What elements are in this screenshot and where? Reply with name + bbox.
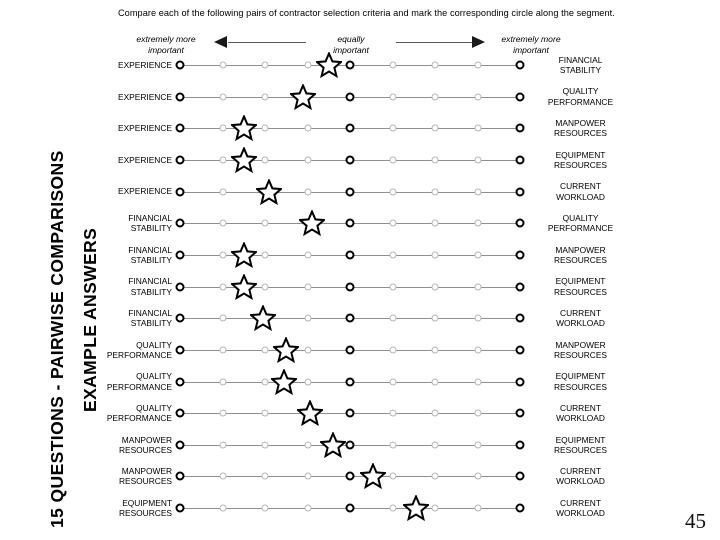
- row-label-right-line1: CURRENT: [560, 497, 601, 508]
- scale-node[interactable]: [219, 125, 226, 132]
- scale-node[interactable]: [389, 156, 396, 163]
- row-label-right: [528, 403, 633, 423]
- scale-node[interactable]: [516, 472, 525, 481]
- scale-node[interactable]: [474, 410, 481, 417]
- scale-node[interactable]: [219, 251, 226, 258]
- scale-node[interactable]: [176, 155, 185, 164]
- row-label-left-line1: MANPOWER: [121, 434, 172, 445]
- scale-node[interactable]: [346, 345, 355, 354]
- comparison-row: [0, 208, 720, 238]
- row-label-left-line1: FINANCIAL: [128, 307, 172, 318]
- scale-node[interactable]: [389, 125, 396, 132]
- comparison-row: [0, 82, 720, 112]
- scale-node[interactable]: [304, 315, 311, 322]
- scale-node[interactable]: [219, 505, 226, 512]
- scale-node[interactable]: [262, 251, 269, 258]
- row-label-right: [528, 466, 633, 486]
- scale-node[interactable]: [176, 472, 185, 481]
- scale-node[interactable]: [389, 441, 396, 448]
- scale-node[interactable]: [176, 92, 185, 101]
- row-label-right: [528, 86, 633, 106]
- row-label-left: [100, 340, 172, 360]
- row-label-right: [528, 276, 633, 296]
- star-marker-icon[interactable]: [316, 52, 342, 78]
- page-number: 45: [685, 509, 706, 533]
- scale-node[interactable]: [219, 62, 226, 69]
- row-label-left: [100, 123, 172, 133]
- row-label-right: [528, 371, 633, 391]
- scale-node[interactable]: [262, 441, 269, 448]
- row-label-left-line1: EXPERIENCE: [118, 59, 172, 70]
- scale-node[interactable]: [176, 282, 185, 291]
- row-label-right: [528, 435, 633, 455]
- comparison-row: [0, 335, 720, 365]
- scale-node[interactable]: [516, 504, 525, 513]
- row-label-left-line1: MANPOWER: [121, 466, 172, 477]
- row-label-right-line1: QUALITY: [562, 86, 599, 97]
- scale-header-mid-line2: important: [333, 44, 369, 55]
- scale-node[interactable]: [219, 410, 226, 417]
- row-label-right: [528, 118, 633, 138]
- scale-node[interactable]: [474, 315, 481, 322]
- scale-node[interactable]: [346, 61, 355, 70]
- row-label-left: [100, 155, 172, 165]
- star-marker-icon[interactable]: [299, 210, 325, 236]
- scale-node[interactable]: [389, 346, 396, 353]
- scale-node[interactable]: [474, 283, 481, 290]
- scale-node[interactable]: [432, 283, 439, 290]
- scale-node[interactable]: [176, 187, 185, 196]
- scale-node[interactable]: [389, 188, 396, 195]
- scale-node[interactable]: [516, 282, 525, 291]
- scale-node[interactable]: [389, 251, 396, 258]
- scale-node[interactable]: [176, 61, 185, 70]
- scale-node[interactable]: [219, 283, 226, 290]
- star-marker-icon[interactable]: [290, 84, 316, 110]
- star-marker-icon[interactable]: [320, 432, 346, 458]
- scale-node[interactable]: [304, 62, 311, 69]
- row-label-right-line1: CURRENT: [560, 307, 601, 318]
- comparison-row: [0, 493, 720, 523]
- scale-node[interactable]: [304, 125, 311, 132]
- row-label-right-line1: CURRENT: [560, 466, 601, 477]
- row-label-left-line1: QUALITY: [136, 371, 172, 382]
- row-label-left: [100, 435, 172, 455]
- row-label-right-line1: FINANCIAL: [558, 54, 603, 65]
- scale-node[interactable]: [262, 505, 269, 512]
- row-label-left-line1: EXPERIENCE: [118, 123, 172, 134]
- row-label-right-line2: WORKLOAD: [556, 318, 605, 329]
- row-label-left-line2: STABILITY: [130, 286, 172, 297]
- row-label-right: [528, 213, 633, 233]
- row-label-left: [100, 186, 172, 196]
- scale-node[interactable]: [432, 156, 439, 163]
- row-label-right: [528, 308, 633, 328]
- scale-node[interactable]: [176, 219, 185, 228]
- scale-node[interactable]: [474, 473, 481, 480]
- scale-node[interactable]: [304, 188, 311, 195]
- scale-node[interactable]: [304, 473, 311, 480]
- scale-node[interactable]: [346, 92, 355, 101]
- row-label-left-line2: RESOURCES: [118, 444, 172, 455]
- comparison-row: [0, 461, 720, 491]
- scale-node[interactable]: [219, 473, 226, 480]
- row-label-right: [528, 498, 633, 518]
- scale-node[interactable]: [346, 282, 355, 291]
- row-label-right-line1: EQUIPMENT: [555, 434, 606, 445]
- scale-node[interactable]: [389, 62, 396, 69]
- scale-node[interactable]: [346, 250, 355, 259]
- scale-node[interactable]: [516, 409, 525, 418]
- row-label-right-line1: MANPOWER: [555, 244, 606, 255]
- row-label-left-line2: RESOURCES: [118, 508, 172, 519]
- scale-node[interactable]: [304, 505, 311, 512]
- scale-node[interactable]: [432, 251, 439, 258]
- row-label-right-line2: RESOURCES: [553, 286, 608, 297]
- scale-node[interactable]: [389, 283, 396, 290]
- scale-header-left-line2: important: [148, 44, 184, 55]
- star-marker-icon[interactable]: [231, 147, 257, 173]
- scale-node[interactable]: [516, 377, 525, 386]
- row-label-right: [528, 150, 633, 170]
- row-label-right-line1: EQUIPMENT: [555, 276, 606, 287]
- scale-node[interactable]: [219, 315, 226, 322]
- scale-node[interactable]: [262, 410, 269, 417]
- scale-node[interactable]: [176, 409, 185, 418]
- row-label-left: [100, 371, 172, 391]
- side-title-main: 15 QUESTIONS - PAIRWISE COMPARISONS: [47, 150, 67, 528]
- scale-node[interactable]: [176, 377, 185, 386]
- star-marker-icon[interactable]: [403, 495, 429, 521]
- row-label-right: [528, 245, 633, 265]
- scale-node[interactable]: [304, 283, 311, 290]
- scale-header-mid-line1: equally: [337, 34, 365, 44]
- row-label-right-line2: RESOURCES: [553, 444, 608, 455]
- row-label-left: [100, 245, 172, 265]
- scale-node[interactable]: [219, 441, 226, 448]
- scale-node[interactable]: [432, 125, 439, 132]
- comparison-row: [0, 430, 720, 460]
- row-label-right-line2: RESOURCES: [553, 381, 608, 392]
- scale-node[interactable]: [346, 314, 355, 323]
- row-label-left-line2: RESOURCES: [118, 476, 172, 487]
- scale-node[interactable]: [304, 156, 311, 163]
- scale-node[interactable]: [432, 315, 439, 322]
- scale-node[interactable]: [474, 346, 481, 353]
- scale-node[interactable]: [432, 473, 439, 480]
- scale-node[interactable]: [432, 410, 439, 417]
- row-label-left-line2: STABILITY: [130, 254, 172, 265]
- comparison-row: [0, 367, 720, 397]
- row-label-left: [100, 498, 172, 518]
- row-label-right-line2: RESOURCES: [553, 254, 608, 265]
- scale-node[interactable]: [432, 505, 439, 512]
- scale-node[interactable]: [346, 155, 355, 164]
- star-marker-icon[interactable]: [360, 463, 386, 489]
- row-label-left-line2: PERFORMANCE: [106, 381, 172, 392]
- scale-node[interactable]: [346, 124, 355, 133]
- scale-node[interactable]: [389, 93, 396, 100]
- comparison-row: [0, 50, 720, 80]
- row-label-left-line2: STABILITY: [130, 318, 172, 329]
- scale-node[interactable]: [304, 441, 311, 448]
- scale-node[interactable]: [346, 377, 355, 386]
- row-label-left-line2: PERFORMANCE: [106, 413, 172, 424]
- row-label-right: [528, 181, 633, 201]
- scale-node[interactable]: [516, 155, 525, 164]
- row-label-right-line2: WORKLOAD: [556, 191, 605, 202]
- comparison-row: [0, 398, 720, 428]
- star-marker-icon[interactable]: [271, 369, 297, 395]
- row-label-left: [100, 92, 172, 102]
- star-marker-icon[interactable]: [231, 115, 257, 141]
- scale-node[interactable]: [346, 504, 355, 513]
- scale-node[interactable]: [474, 251, 481, 258]
- row-label-left: [100, 213, 172, 233]
- row-label-right-line1: MANPOWER: [555, 339, 606, 350]
- row-label-left-line1: FINANCIAL: [128, 213, 172, 224]
- scale-node[interactable]: [176, 250, 185, 259]
- row-label-right-line2: STABILITY: [559, 65, 602, 75]
- scale-node[interactable]: [389, 410, 396, 417]
- scale-node[interactable]: [516, 187, 525, 196]
- row-label-right-line2: PERFORMANCE: [547, 96, 614, 107]
- scale-header-right-line1: extremely more: [501, 34, 561, 44]
- row-label-left-line2: PERFORMANCE: [106, 349, 172, 360]
- side-title-sub: EXAMPLE ANSWERS: [80, 227, 100, 412]
- scale-node[interactable]: [474, 62, 481, 69]
- scale-node[interactable]: [474, 505, 481, 512]
- row-label-right-line1: MANPOWER: [555, 118, 606, 129]
- scale-node[interactable]: [262, 473, 269, 480]
- row-label-left-line1: EXPERIENCE: [118, 154, 172, 165]
- scale-node[interactable]: [516, 314, 525, 323]
- row-label-right: [528, 340, 633, 360]
- scale-node[interactable]: [432, 220, 439, 227]
- row-label-left: [100, 403, 172, 423]
- scale-node[interactable]: [516, 250, 525, 259]
- scale-node[interactable]: [262, 62, 269, 69]
- row-label-right-line2: RESOURCES: [553, 159, 608, 170]
- scale-node[interactable]: [516, 219, 525, 228]
- row-label-right-line1: QUALITY: [562, 213, 599, 224]
- scale-node[interactable]: [219, 220, 226, 227]
- scale-node[interactable]: [304, 251, 311, 258]
- star-marker-icon[interactable]: [231, 274, 257, 300]
- scale-node[interactable]: [262, 156, 269, 163]
- scale-node[interactable]: [346, 409, 355, 418]
- scale-node[interactable]: [474, 156, 481, 163]
- scale-node[interactable]: [474, 188, 481, 195]
- scale-node[interactable]: [389, 473, 396, 480]
- scale-node[interactable]: [262, 220, 269, 227]
- row-label-left-line2: STABILITY: [130, 223, 172, 234]
- star-marker-icon[interactable]: [250, 305, 276, 331]
- star-marker-icon[interactable]: [297, 400, 323, 426]
- scale-node[interactable]: [516, 92, 525, 101]
- scale-node[interactable]: [389, 315, 396, 322]
- scale-node[interactable]: [346, 472, 355, 481]
- scale-node[interactable]: [262, 125, 269, 132]
- comparison-row: [0, 272, 720, 302]
- row-label-left: [100, 60, 172, 70]
- scale-node[interactable]: [474, 378, 481, 385]
- scale-node[interactable]: [432, 188, 439, 195]
- scale-node[interactable]: [474, 93, 481, 100]
- scale-node[interactable]: [346, 219, 355, 228]
- scale-header-left-line1: extremely more: [136, 34, 196, 44]
- row-label-right-line2: WORKLOAD: [556, 476, 605, 487]
- row-label-left: [100, 308, 172, 328]
- scale-node[interactable]: [516, 61, 525, 70]
- scale-node[interactable]: [474, 220, 481, 227]
- scale-node[interactable]: [262, 93, 269, 100]
- instruction-text: Compare each of the following pairs of contractor selection criteria and mark the corresponding circle along the segment.: [118, 8, 615, 18]
- scale-node[interactable]: [432, 378, 439, 385]
- scale-node[interactable]: [432, 346, 439, 353]
- row-label-left-line1: EQUIPMENT: [122, 497, 172, 508]
- scale-node[interactable]: [219, 156, 226, 163]
- row-label-left-line1: FINANCIAL: [128, 276, 172, 287]
- row-label-left-line1: FINANCIAL: [128, 244, 172, 255]
- comparison-row: [0, 177, 720, 207]
- scale-node[interactable]: [262, 378, 269, 385]
- scale-node[interactable]: [262, 283, 269, 290]
- row-label-left-line1: EXPERIENCE: [118, 186, 172, 197]
- row-label-right-line1: CURRENT: [560, 181, 601, 192]
- row-label-right-line2: RESOURCES: [553, 128, 608, 139]
- comparison-row: [0, 303, 720, 333]
- row-label-right-line2: WORKLOAD: [556, 413, 605, 424]
- scale-node[interactable]: [219, 188, 226, 195]
- scale-node[interactable]: [304, 346, 311, 353]
- row-label-right-line2: PERFORMANCE: [547, 223, 614, 234]
- scale-node[interactable]: [516, 440, 525, 449]
- row-label-left-line1: QUALITY: [136, 339, 172, 350]
- scale-node[interactable]: [219, 346, 226, 353]
- scale-node[interactable]: [176, 440, 185, 449]
- scale-node[interactable]: [474, 441, 481, 448]
- row-label-right-line2: WORKLOAD: [556, 508, 605, 519]
- scale-node[interactable]: [389, 220, 396, 227]
- scale-node[interactable]: [176, 345, 185, 354]
- scale-node[interactable]: [389, 505, 396, 512]
- star-marker-icon[interactable]: [256, 179, 282, 205]
- row-label-right-line1: EQUIPMENT: [555, 371, 606, 382]
- scale-header-right-line2: important: [513, 44, 549, 55]
- scale-node[interactable]: [304, 378, 311, 385]
- comparison-row: [0, 145, 720, 175]
- comparison-row: [0, 113, 720, 143]
- scale-node[interactable]: [262, 346, 269, 353]
- row-label-left: [100, 466, 172, 486]
- scale-node[interactable]: [346, 187, 355, 196]
- row-label-left: [100, 276, 172, 296]
- scale-node[interactable]: [432, 441, 439, 448]
- scale-node[interactable]: [474, 125, 481, 132]
- scale-node[interactable]: [432, 62, 439, 69]
- row-label-right-line2: RESOURCES: [553, 349, 608, 360]
- scale-node[interactable]: [389, 378, 396, 385]
- row-label-right: [528, 55, 633, 75]
- scale-node[interactable]: [516, 124, 525, 133]
- scale-node[interactable]: [219, 378, 226, 385]
- scale-node[interactable]: [432, 93, 439, 100]
- scale-node[interactable]: [219, 93, 226, 100]
- scale-node[interactable]: [176, 124, 185, 133]
- row-label-right-line1: CURRENT: [560, 402, 601, 413]
- row-label-left-line1: QUALITY: [136, 402, 172, 413]
- scale-node[interactable]: [176, 314, 185, 323]
- scale-node[interactable]: [346, 440, 355, 449]
- row-label-right-line1: EQUIPMENT: [555, 149, 606, 160]
- star-marker-icon[interactable]: [231, 242, 257, 268]
- star-marker-icon[interactable]: [273, 337, 299, 363]
- comparison-row: [0, 240, 720, 270]
- row-label-left-line1: EXPERIENCE: [118, 91, 172, 102]
- scale-node[interactable]: [176, 504, 185, 513]
- scale-node[interactable]: [516, 345, 525, 354]
